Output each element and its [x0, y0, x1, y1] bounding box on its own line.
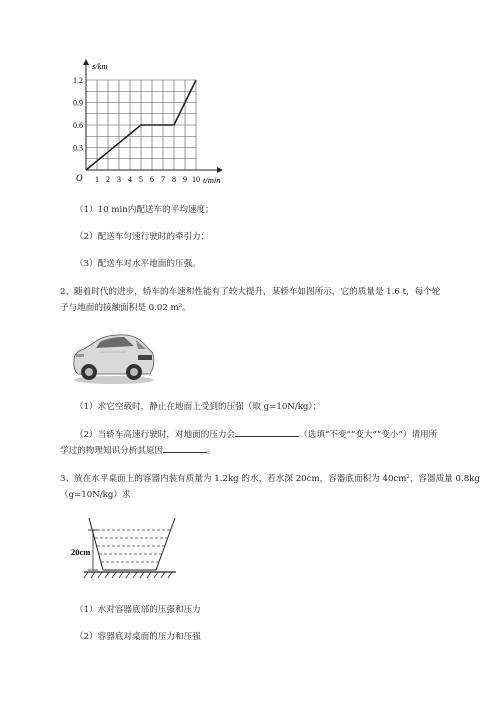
container-diagram — [70, 515, 185, 580]
q2-sub1: （1）求它空载时，静止在地面上受到的压强（取 g=10N/kg）； — [75, 402, 322, 412]
q2-sub2 — [75, 427, 437, 442]
q2-answer-blank-1[interactable] — [235, 427, 299, 437]
y-tick-label: 0.9 — [73, 98, 83, 108]
q3-sub2: （2）容器底对桌面的压力和压强 — [75, 632, 201, 642]
origin-label: O — [76, 173, 83, 183]
q2-sub2-text-d: 。 — [207, 446, 216, 456]
y-axis-label: s/km — [92, 61, 108, 71]
x-tick-label: 10 — [192, 175, 200, 184]
q3-text-line1: 3、放在水平桌面上的容器内装有质量为 1.2kg 的水，若水深 20cm，容器底面积为 40cm²，容器质量 0.8kg — [60, 474, 480, 484]
q3-text-line2: （g=10N/kg）求 — [60, 490, 131, 500]
x-tick-label: 7 — [161, 175, 165, 184]
x-tick-label: 1 — [95, 175, 99, 184]
q3-sub1: （1）水对容器底部的压强和压力 — [75, 605, 201, 615]
x-tick-label: 6 — [150, 175, 154, 184]
q2-answer-blank-2[interactable] — [163, 443, 207, 453]
distance-time-chart — [70, 55, 240, 190]
x-tick-label: 4 — [128, 175, 132, 184]
x-tick-label: 3 — [117, 175, 121, 184]
x-axis-label: t/min — [203, 175, 221, 185]
q2-sub2-text-c: 学过的物理知识分析其原因 — [60, 446, 164, 456]
q2-sub2-line2 — [60, 443, 216, 458]
y-tick-label: 0.3 — [73, 143, 83, 153]
car-image — [70, 322, 156, 386]
x-tick-label: 2 — [106, 175, 110, 184]
q2-text-line2: 子与地面的接触面积是 0.02 m²。 — [60, 303, 191, 313]
x-tick-label: 5 — [139, 175, 143, 184]
q1-sub3: （3）配送车对水平地面的压强。 — [75, 259, 201, 269]
q2-sub2-text-b: （选填“不变”“变大”“变小”）请用所 — [299, 430, 438, 440]
q2-text-line1: 2、随着时代的进步，轿车的车速和性能有了较大提升，某轿车如图所示，它的质量是 1.6 t，每个轮 — [60, 287, 441, 297]
x-tick-label: 8 — [172, 175, 176, 184]
depth-label: 20cm — [71, 547, 91, 557]
x-tick-label: 9 — [183, 175, 187, 184]
q2-sub2-text-a: （2）当轿车高速行驶时，对地面的压力会 — [75, 430, 236, 440]
q1-sub2: （2）配送车匀速行驶时的牵引力； — [75, 232, 210, 242]
q1-sub1: （1）10 min内配送车的平均速度； — [75, 205, 214, 215]
y-tick-label: 1.2 — [73, 76, 83, 85]
y-tick-label: 0.6 — [73, 121, 83, 130]
